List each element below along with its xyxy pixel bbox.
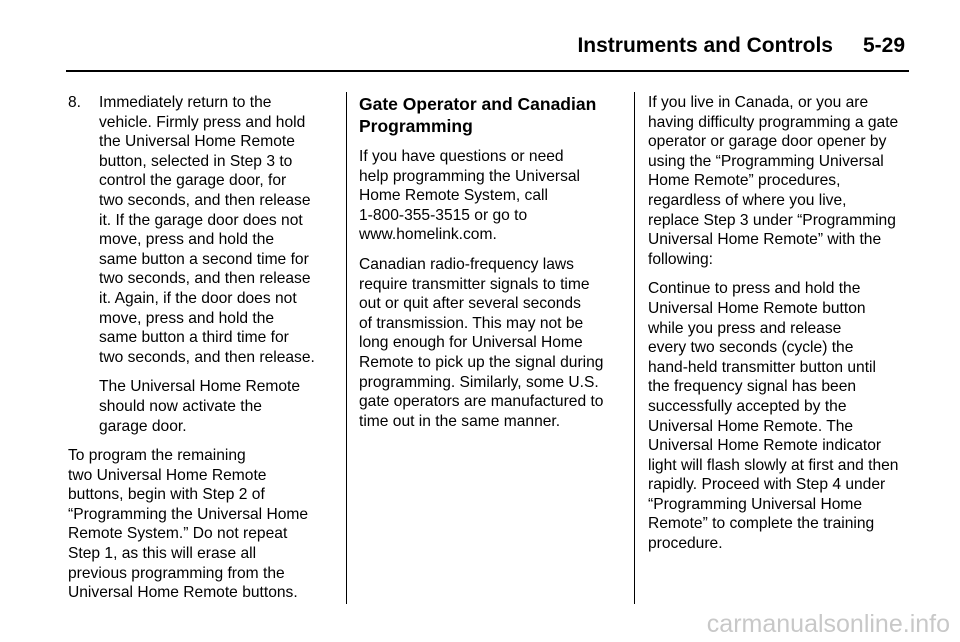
step-8	[68, 93, 336, 367]
column-divider-left	[346, 92, 347, 604]
step-number: 8.	[68, 94, 82, 111]
column-divider-right	[634, 92, 635, 604]
section-heading: Gate Operator and Canadian Programming	[359, 94, 597, 136]
page-header	[0, 34, 905, 58]
paragraph-canadian-laws: Canadian radio-frequency laws require transmitter signals to time out or quit after several seconds of transmission. This may not be long enough for Universal Home Remote to pick up the signal during programming. Similarly, some U.S. gate operators are manufactured to time out in the same manner.	[359, 255, 604, 430]
column-3	[648, 93, 916, 564]
header-rule	[66, 70, 909, 72]
watermark-text: carmanualsonline.info	[706, 610, 950, 638]
paragraph-questions: If you have questions or need help programming the Universal Home Remote System, call 1-800-355-3515 or go to www.homelink.com.	[359, 148, 581, 244]
page-number: 5-29	[862, 34, 905, 57]
step-note: The Universal Home Remote should now activate the garage door.	[99, 378, 301, 435]
column-2	[359, 93, 621, 441]
section-title: Instruments and Controls	[577, 34, 833, 57]
paragraph-canada-difficulty: If you live in Canada, or you are having difficulty programming a gate operator or garage door opener by using the “Programming Universal Home Remote” procedures, regardless of where you live, replace Step 3 under “Programming Universal Home Remote” with the following:	[648, 94, 899, 268]
column-1	[68, 93, 336, 613]
paragraph-continue-press: Continue to press and hold the Universal Home Remote button while you press and release every two seconds (cycle) the hand-held transmitter button until the frequency signal has been successfully accepted by the Universal Home Remote. The Universal Home Remote indicator light will flash slowly at first and then rapidly. Proceed with Step 4 under “Programming Universal Home Remote” to complete the training procedure.	[648, 280, 899, 553]
step-text: Immediately return to the vehicle. Firmly press and hold the Universal Home Remote button, selected in Step 3 to control the garage door, for two seconds, and then release it. If the garage door does not move, press and hold the same button a second time for two seconds, and then release it. Again, if the door does not move, press and hold the same button a third time for two seconds, and then release.	[99, 94, 315, 366]
paragraph-remaining-buttons: To program the remaining two Universal Home Remote buttons, begin with Step 2 of “Programming the Universal Home Remote System.” Do not repeat Step 1, as this will erase all previous programming from the Universal Home Remote buttons.	[68, 447, 309, 602]
